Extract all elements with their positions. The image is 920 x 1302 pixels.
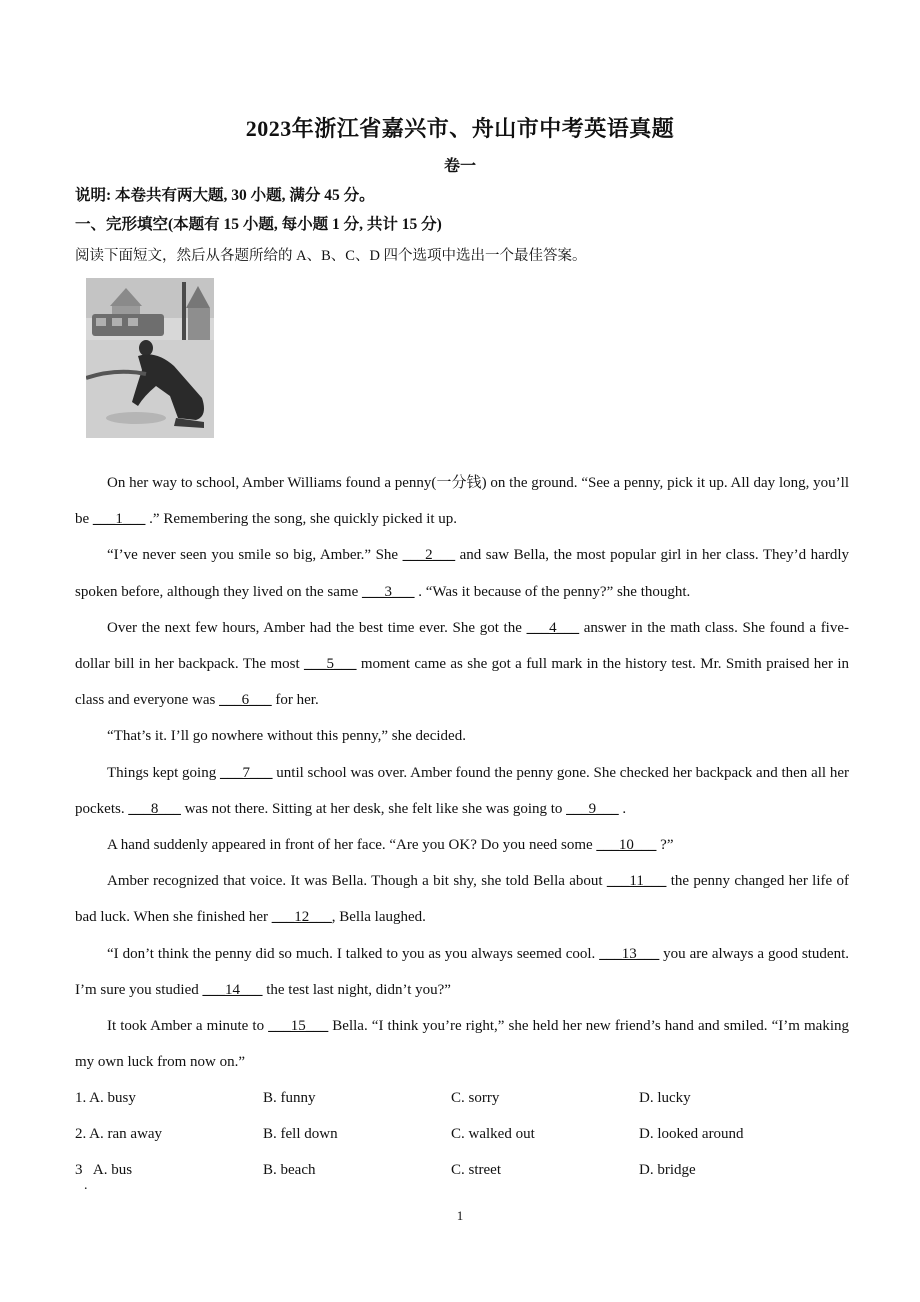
blank-13: ___13___ bbox=[599, 945, 660, 962]
blank-14: ___14___ bbox=[202, 981, 263, 998]
paragraph-6: A hand suddenly appeared in front of her face. “Are you OK? Do you need some ___10___ ?” bbox=[107, 837, 674, 854]
option-c: C. walked out bbox=[451, 1126, 535, 1142]
blank-10: ___10___ bbox=[596, 837, 657, 854]
blank-15: ___15___ bbox=[268, 1018, 329, 1035]
blank-3: ___3___ bbox=[362, 583, 415, 600]
paragraph-1: On her way to school, Amber Williams found a penny(一分钱) on the ground. “See a penny, pick it up. All day long, you’ll be ___1___ .” Remembering the song, she quickly picked it up. bbox=[75, 475, 849, 528]
blank-1: ___1___ bbox=[92, 511, 146, 528]
blank-12: ___12___ bbox=[271, 909, 332, 926]
stray-dot: . bbox=[84, 1178, 88, 1193]
option-a: 3 A. bus bbox=[75, 1162, 133, 1178]
question-2-options bbox=[75, 1116, 855, 1152]
cloze-passage bbox=[75, 465, 849, 1080]
option-c: C. street bbox=[451, 1162, 501, 1178]
blank-6: ___6___ bbox=[219, 692, 272, 709]
option-d: D. bridge bbox=[639, 1162, 696, 1178]
blank-8: ___8___ bbox=[128, 800, 181, 817]
paragraph-9: It took Amber a minute to ___15___ Bella. “I think you’re right,” she held her new friend’s hand and smiled. “I’m making my own luck from now on.” bbox=[75, 1018, 850, 1071]
page-number: 1 bbox=[456, 1208, 464, 1223]
illustration-photo bbox=[86, 278, 214, 438]
page-title: 2023年浙江省嘉兴市、舟山市中考英语真题 bbox=[245, 116, 675, 141]
blank-4: ___4___ bbox=[526, 619, 580, 636]
paragraph-3: Over the next few hours, Amber had the best time ever. She got the ___4___ answer in the math class. She found a five-dollar bill in her backpack. The most ___5___ moment came as she got a full mark in the history test. Mr. Smith praised her in class and everyone was ___6___ for her. bbox=[75, 619, 850, 709]
paragraph-4: “That’s it. I’ll go nowhere without this penny,” she decided. bbox=[107, 728, 466, 745]
question-3-options bbox=[75, 1152, 855, 1188]
option-b: B. beach bbox=[263, 1162, 316, 1178]
option-b: B. funny bbox=[263, 1090, 316, 1106]
option-a: 2. A. ran away bbox=[75, 1126, 163, 1142]
section-heading: 一、完形填空(本题有 15 小题, 每小题 1 分, 共计 15 分) bbox=[75, 216, 442, 233]
page-subtitle: 卷一 bbox=[443, 158, 476, 175]
exam-note: 说明: 本卷共有两大题, 30 小题, 满分 45 分。 bbox=[75, 187, 375, 204]
paragraph-2: “I’ve never seen you smile so big, Amber.” She ___2___ and saw Bella, the most popular girl in her class. They’d hardly spoken before, although they lived on the same ___3___ . “Was it because of the penny?” she thought. bbox=[75, 547, 849, 600]
paragraph-5: Things kept going ___7___ until school was over. Amber found the penny gone. She checked her backpack and then all her pockets. ___8___ was not there. Sitting at her desk, she felt like she was going to ___9___ . bbox=[75, 764, 849, 817]
paragraph-8: “I don’t think the penny did so much. I talked to you as you always seemed cool. ___13___ you are always a good student. I’m sure you studied ___14___ the test last night, didn’t you?” bbox=[75, 945, 849, 998]
blank-9: ___9___ bbox=[566, 800, 619, 817]
blank-2: ___2___ bbox=[402, 547, 456, 564]
question-1-options bbox=[75, 1080, 855, 1116]
blank-7: ___7___ bbox=[220, 764, 273, 781]
paragraph-7: Amber recognized that voice. It was Bella. Though a bit shy, she told Bella about ___11___ the penny changed her life of bad luck. When she finished her ___12___, Bella laughed. bbox=[75, 873, 849, 926]
option-b: B. fell down bbox=[263, 1126, 338, 1142]
option-c: C. sorry bbox=[451, 1090, 500, 1106]
option-a: 1. A. busy bbox=[75, 1090, 136, 1106]
blank-11: ___11___ bbox=[606, 873, 667, 890]
option-d: D. lucky bbox=[639, 1090, 691, 1106]
answer-options bbox=[75, 1080, 855, 1188]
directions-text: 阅读下面短文，然后从各题所给的 A、B、C、D 四个选项中选出一个最佳答案。 bbox=[75, 248, 587, 264]
option-d: D. looked around bbox=[639, 1126, 744, 1142]
blank-5: ___5___ bbox=[304, 656, 357, 673]
